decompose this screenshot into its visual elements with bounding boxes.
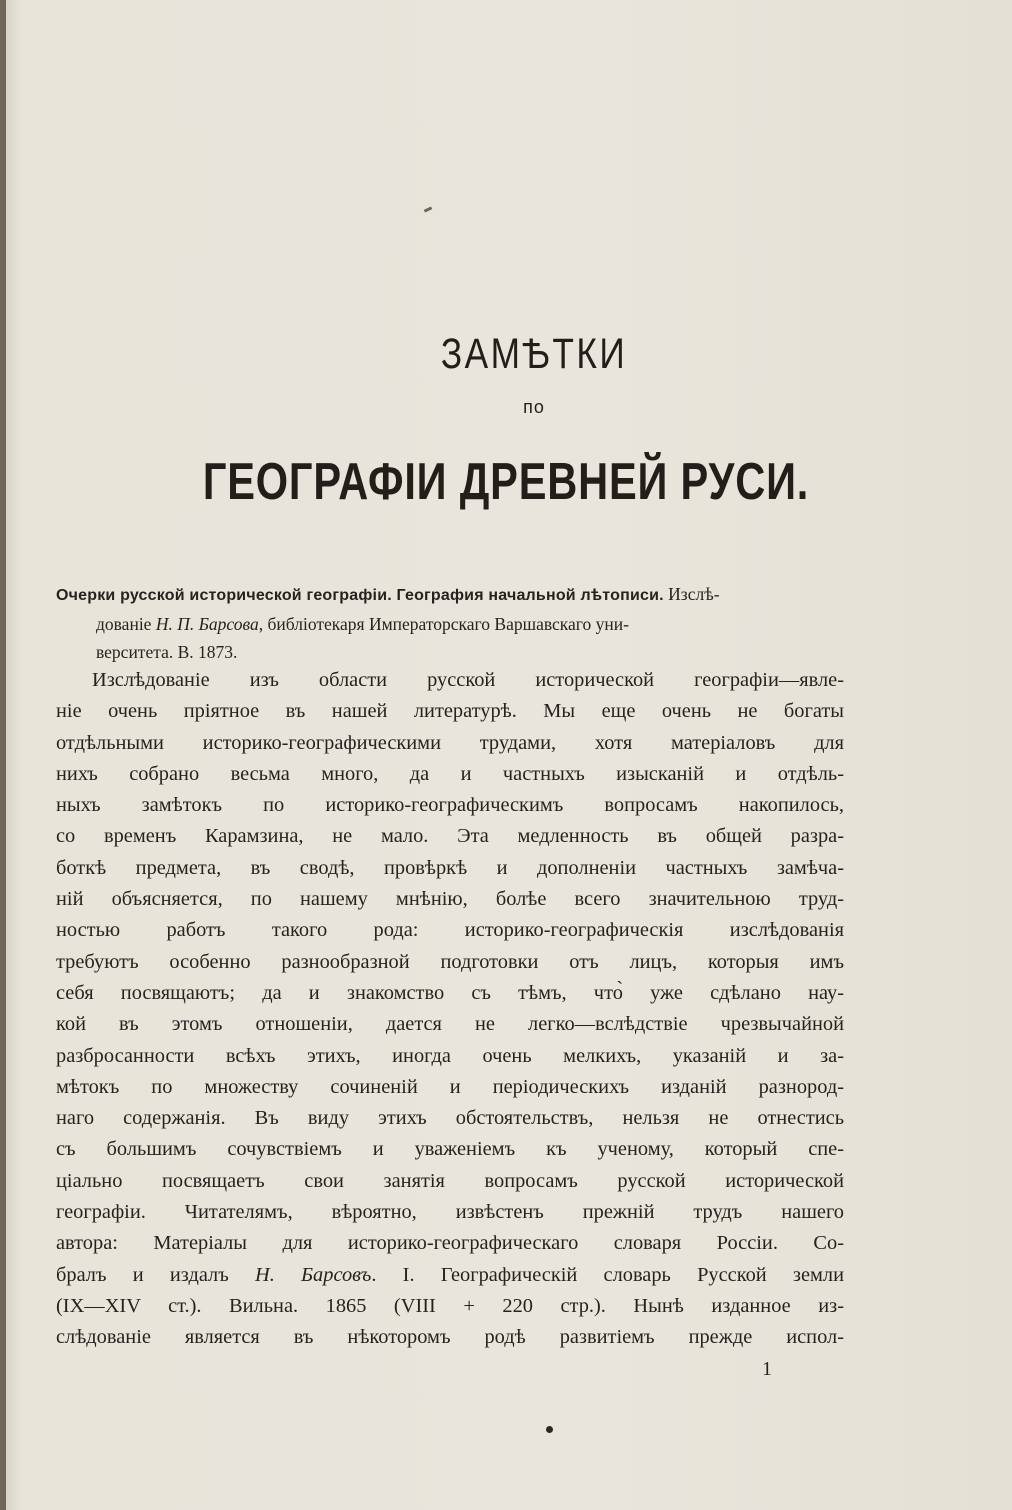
body-line: мѣтокъ по множеству сочиненій и періодическихъ изданій разнород- [56, 1075, 844, 1098]
body-line: ныхъ замѣтокъ по историко-географическимъ вопросамъ накопилось, [56, 794, 844, 817]
title-line-2: по [523, 397, 545, 417]
body-line: нихъ собрано весьма много, да и частныхъ изысканій и отдѣль- [56, 762, 844, 785]
ink-mark [424, 206, 433, 212]
body-line: ній объясняется, по нашему мнѣнію, болѣе всего значительною труд- [56, 888, 844, 911]
body-author: Н. Барсовъ [255, 1263, 372, 1286]
biblio-line-3: верситета. В. 1873. [96, 642, 238, 662]
body-line: географіи. Читателямъ, вѣроятно, извѣстенъ прежній трудъ нашего [56, 1201, 844, 1224]
body-line: себя посвящаютъ; да и знакомство съ тѣмъ, что̀ уже сдѣлано нау- [56, 981, 844, 1004]
biblio-author: Н. П. Барсова [155, 614, 259, 634]
body-line: ніе очень пріятное въ нашей литературѣ. Мы еще очень не богаты [56, 700, 844, 723]
body-text-fragment: бралъ и издалъ [56, 1263, 229, 1286]
binding-edge [0, 0, 6, 1510]
biblio-lead: Изслѣ- [668, 584, 720, 604]
body-text-fragment: . I. Географическій словарь Русской земли [371, 1263, 844, 1286]
body-line: боткѣ предмета, въ сводѣ, провѣркѣ и дополненіи частныхъ замѣча- [56, 856, 844, 879]
bibliographic-entry [56, 580, 842, 666]
body-line: ціально посвящаетъ свои занятія вопросамъ русской исторической [56, 1169, 844, 1192]
body-line: Изслѣдованіе изъ области русской исторической географіи—явле- [92, 669, 844, 691]
biblio-line-2 [56, 610, 842, 638]
ink-dot [546, 1426, 553, 1433]
body-line: автора: Матеріалы для историко-географическаго словаря Россіи. Со- [56, 1232, 844, 1255]
biblio-line-1 [56, 580, 842, 610]
title-line-3: ГЕОГРАФІИ ДРЕВНЕЙ РУСИ. [202, 453, 810, 511]
body-text [56, 665, 844, 1354]
page-number: 1 [762, 1358, 772, 1380]
body-line: требуютъ особенно разнообразной подготовки отъ лицъ, которыя имъ [56, 950, 844, 973]
body-line: наго содержанія. Въ виду этихъ обстоятельствъ, нельзя не отнестись [56, 1107, 844, 1130]
title-line-1: ЗАМѢТКИ [440, 330, 628, 378]
body-line [56, 1260, 844, 1291]
body-line: разбросанности всѣхъ этихъ, иногда очень мелкихъ, указаній и за- [56, 1044, 844, 1067]
body-line: съ большимъ сочувствіемъ и уваженіемъ къ ученому, который спе- [56, 1138, 844, 1161]
body-line: со временъ Карамзина, не мало. Эта медленность въ общей разра- [56, 825, 844, 848]
biblio-text: дованіе [96, 614, 152, 634]
biblio-text: , библіотекаря Императорскаго Варшавскаго уни- [258, 614, 629, 634]
body-line: отдѣльными историко-географическими трудами, хотя матеріаловъ для [56, 731, 844, 754]
body-line: слѣдованіе является въ нѣкоторомъ родѣ развитіемъ прежде испол- [56, 1326, 844, 1349]
body-line: (IX—XIV ст.). Вильна. 1865 (VIII + 220 стр.). Нынѣ изданное из- [56, 1294, 844, 1317]
biblio-book-title: Очерки русской исторической географіи. География начальной лѣтописи. [56, 587, 664, 604]
body-line: ностью работъ такого рода: историко-географическія изслѣдованія [56, 919, 844, 942]
body-line: кой въ этомъ отношеніи, дается не легко—вслѣдствіе чрезвычайной [56, 1013, 844, 1036]
